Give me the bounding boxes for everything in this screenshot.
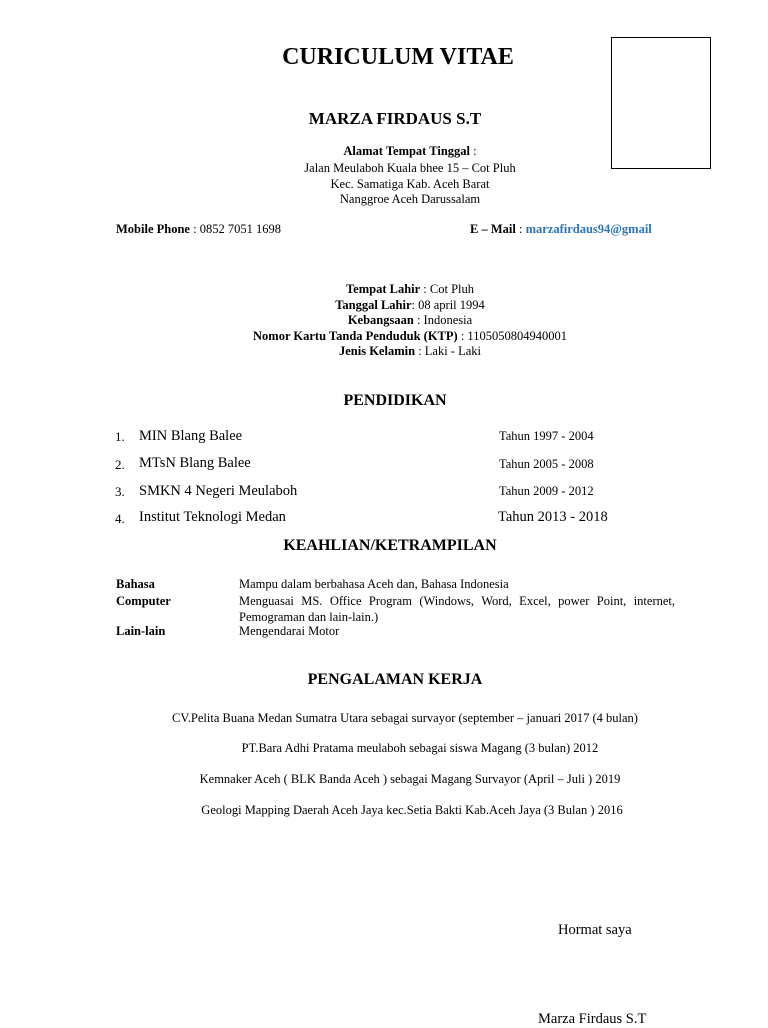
experience-heading: PENGALAMAN KERJA <box>307 671 483 688</box>
personal-label: Jenis Kelamin <box>339 344 416 358</box>
personal-birthdate <box>0 298 768 314</box>
address-sep: : <box>470 144 477 158</box>
personal-value: : Indonesia <box>413 313 473 327</box>
personal-label: Tempat Lahir <box>345 282 421 296</box>
skill-label: Bahasa <box>116 577 155 591</box>
personal-value: : Cot Pluh <box>420 282 475 296</box>
skill-desc: Mengendarai Motor <box>239 624 340 638</box>
education-heading: PENDIDIKAN <box>343 392 447 409</box>
experience-item: PT.Bara Adhi Pratama meulaboh sebagai siswa Magang (3 bulan) 2012 <box>241 741 599 755</box>
personal-ktp <box>0 329 768 345</box>
school-name: Institut Teknologi Medan <box>139 509 286 525</box>
school-years: Tahun 2013 - 2018 <box>498 509 608 525</box>
school-years: Tahun 2009 - 2012 <box>499 484 594 498</box>
address-line-1: Jalan Meulaboh Kuala bhee 15 – Cot Pluh <box>304 161 516 175</box>
mobile-phone <box>116 222 281 237</box>
skills-heading: KEAHLIAN/KETRAMPILAN <box>283 537 497 554</box>
personal-label: Kebangsaan <box>347 313 414 327</box>
list-number: 4. <box>115 511 125 526</box>
school-years: Tahun 1997 - 2004 <box>499 429 594 443</box>
email-label: E – Mail <box>470 222 516 236</box>
closing-greeting: Hormat saya <box>558 922 632 938</box>
school-name: SMKN 4 Negeri Meulaboh <box>139 483 298 499</box>
email <box>470 222 652 237</box>
experience-item: Kemnaker Aceh ( BLK Banda Aceh ) sebagai Magang Survayor (April – Juli ) 2019 <box>199 772 621 786</box>
email-sep: : <box>515 222 526 236</box>
list-number: 3. <box>115 484 125 499</box>
personal-label: Nomor Kartu Tanda Penduduk (KTP) <box>253 329 458 343</box>
personal-value: : 1105050804940001 <box>457 329 567 343</box>
school-name: MTsN Blang Balee <box>139 455 251 471</box>
school-name: MIN Blang Balee <box>139 428 243 444</box>
skill-label: Computer <box>116 594 171 608</box>
personal-value: : Laki - Laki <box>415 344 481 358</box>
email-link[interactable]: marzafirdaus94@gmail <box>525 222 652 236</box>
signature-name: Marza Firdaus S.T <box>538 1011 647 1027</box>
skill-label: Lain-lain <box>116 624 166 638</box>
list-number: 1. <box>115 429 125 444</box>
personal-value: : 08 april 1994 <box>411 298 485 312</box>
experience-item: CV.Pelita Buana Medan Sumatra Utara sebagai survayor (september – januari 2017 (4 bulan) <box>172 711 638 725</box>
skill-desc: Menguasai MS. Office Program (Windows, Word, Excel, power Point, internet, Pemograman dan lain-lain.) <box>239 594 675 624</box>
document-title: CURICULUM VITAE <box>282 44 514 70</box>
phone-label: Mobile Phone <box>116 222 190 236</box>
school-years: Tahun 2005 - 2008 <box>499 457 594 471</box>
address-line-2: Kec. Samatiga Kab. Aceh Barat <box>330 177 490 191</box>
address-heading <box>0 144 768 160</box>
experience-item: Geologi Mapping Daerah Aceh Jaya kec.Setia Bakti Kab.Aceh Jaya (3 Bulan ) 2016 <box>201 803 623 817</box>
personal-birthplace <box>0 282 768 298</box>
personal-label: Tanggal Lahir <box>335 298 412 312</box>
address-line-3: Nanggroe Aceh Darussalam <box>339 192 481 206</box>
skill-desc: Mampu dalam berbahasa Aceh dan, Bahasa Indonesia <box>239 577 509 591</box>
phone-value: : 0852 7051 1698 <box>189 222 281 236</box>
address-label: Alamat Tempat Tinggal <box>343 144 471 158</box>
list-number: 2. <box>115 457 125 472</box>
personal-nationality <box>0 313 768 329</box>
personal-gender <box>0 344 768 360</box>
applicant-name: MARZA FIRDAUS S.T <box>308 109 482 128</box>
